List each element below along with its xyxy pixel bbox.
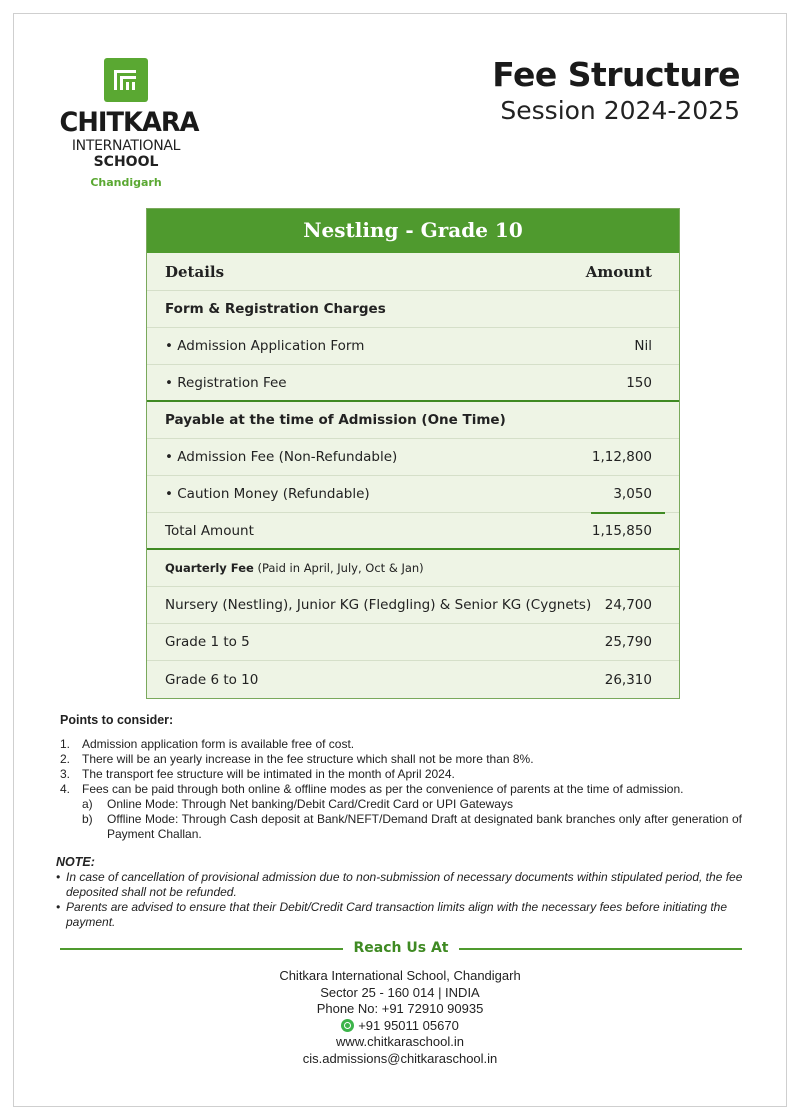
item-number: 4. [60, 782, 71, 796]
page-title: Fee Structure [492, 55, 740, 94]
section-title: Form & Registration Charges [165, 301, 386, 317]
points-list [60, 737, 742, 797]
item-number: 1. [60, 737, 71, 751]
contact-phone: Phone No: +91 72910 90935 [316, 1001, 484, 1016]
school-logo [56, 58, 199, 189]
section-form-registration [147, 291, 679, 328]
table-row [147, 587, 679, 624]
quarterly-note: (Paid in April, July, Oct & Jan) [257, 561, 424, 575]
note-text: In case of cancellation of provisional admission due to non-submission of necessary documents within stipulated period, the fee deposited shall not be refunded. [66, 870, 743, 899]
note-item [56, 870, 756, 900]
sub-list-item [60, 797, 742, 812]
note-heading: NOTE: [56, 855, 95, 869]
section-quarterly-fee [147, 550, 679, 587]
divider-line-right [459, 948, 742, 950]
whatsapp-icon [341, 1019, 354, 1032]
column-header-amount: Amount [585, 262, 652, 281]
sub-list-item [60, 812, 742, 842]
sub-item-number: b) [82, 812, 93, 826]
row-amount: Nil [634, 338, 652, 354]
row-label: • Admission Fee (Non-Refundable) [165, 449, 398, 465]
item-number: 3. [60, 767, 71, 781]
item-text: There will be an yearly increase in the fee structure which shall not be more than 8%. [82, 752, 534, 766]
contact-school: Chitkara International School, Chandigarh [279, 968, 521, 983]
item-number: 2. [60, 752, 71, 766]
column-header-details: Details [165, 262, 225, 281]
total-underline [591, 512, 665, 514]
row-label: • Registration Fee [165, 374, 287, 391]
contact-block [0, 968, 800, 1067]
note-section [56, 855, 756, 930]
row-label: Nursery (Nestling), Junior KG (Fledgling) & Senior KG (Cygnets) [165, 597, 592, 613]
list-item [60, 767, 742, 782]
contact-website[interactable]: www.chitkaraschool.in [336, 1034, 464, 1049]
points-to-consider [60, 713, 742, 842]
row-amount: 150 [626, 374, 652, 391]
list-item [60, 752, 742, 767]
chitkara-logo-icon [104, 58, 148, 102]
table-row [147, 365, 679, 402]
row-amount: 26,310 [604, 671, 652, 688]
contact-whatsapp: +91 95011 05670 [358, 1017, 459, 1033]
sub-item-text: Online Mode: Through Net banking/Debit Card/Credit Card or UPI Gateways [107, 797, 513, 811]
section-title: Payable at the time of Admission (One Time) [165, 412, 506, 428]
reach-us-divider [60, 940, 742, 956]
logo-city: Chandigarh [90, 176, 162, 189]
row-label: Grade 1 to 5 [165, 634, 250, 650]
row-label: • Caution Money (Refundable) [165, 486, 370, 502]
logo-line-2: SCHOOL [93, 154, 159, 170]
list-item [60, 737, 742, 752]
section-title [165, 561, 424, 575]
row-label: Grade 6 to 10 [165, 671, 259, 688]
item-text: Fees can be paid through both online & offline modes as per the convenience of parents at the time of admission. [82, 782, 684, 796]
sub-item-text: Offline Mode: Through Cash deposit at Bank/NEFT/Demand Draft at designated bank branches only after generation of Payment Challan. [107, 812, 742, 841]
section-admission-payable [147, 402, 679, 439]
item-text: Admission application form is available free of cost. [82, 737, 355, 751]
session-subtitle: Session 2024-2025 [500, 96, 740, 125]
contact-email[interactable]: cis.admissions@chitkaraschool.in [302, 1050, 498, 1066]
row-label: • Admission Application Form [165, 338, 365, 354]
table-row [147, 328, 679, 365]
total-label: Total Amount [165, 522, 254, 539]
logo-line-1: INTERNATIONAL [71, 138, 181, 154]
logo-name: CHITKARA [59, 107, 199, 138]
table-heading: Nestling - Grade 10 [147, 209, 679, 253]
points-heading: Points to consider: [60, 713, 174, 727]
row-amount: 1,12,800 [591, 449, 652, 465]
row-amount: 3,050 [613, 486, 652, 502]
table-row [147, 439, 679, 476]
table-row [147, 624, 679, 661]
bullet: • [56, 900, 61, 914]
list-item [60, 782, 742, 797]
contact-whatsapp-line [0, 1018, 800, 1035]
bullet: • [56, 870, 61, 884]
row-amount: 24,700 [604, 597, 652, 613]
table-row [147, 661, 679, 698]
row-amount: 25,790 [604, 634, 652, 650]
document-title-block [492, 56, 740, 126]
quarterly-title: Quarterly Fee [165, 561, 254, 575]
note-item [56, 900, 756, 930]
fee-table [146, 208, 680, 699]
table-row [147, 476, 679, 513]
reach-us-heading: Reach Us At [353, 940, 449, 956]
sub-item-number: a) [82, 797, 93, 811]
note-text: Parents are advised to ensure that their Debit/Credit Card transaction limits align with the necessary fees before initiating the payment. [66, 900, 728, 929]
total-amount: 1,15,850 [591, 522, 652, 539]
table-column-headers [147, 253, 679, 291]
total-row [147, 513, 679, 550]
contact-address: Sector 25 - 160 014 | INDIA [320, 984, 480, 1000]
item-text: The transport fee structure will be intimated in the month of April 2024. [82, 767, 455, 781]
